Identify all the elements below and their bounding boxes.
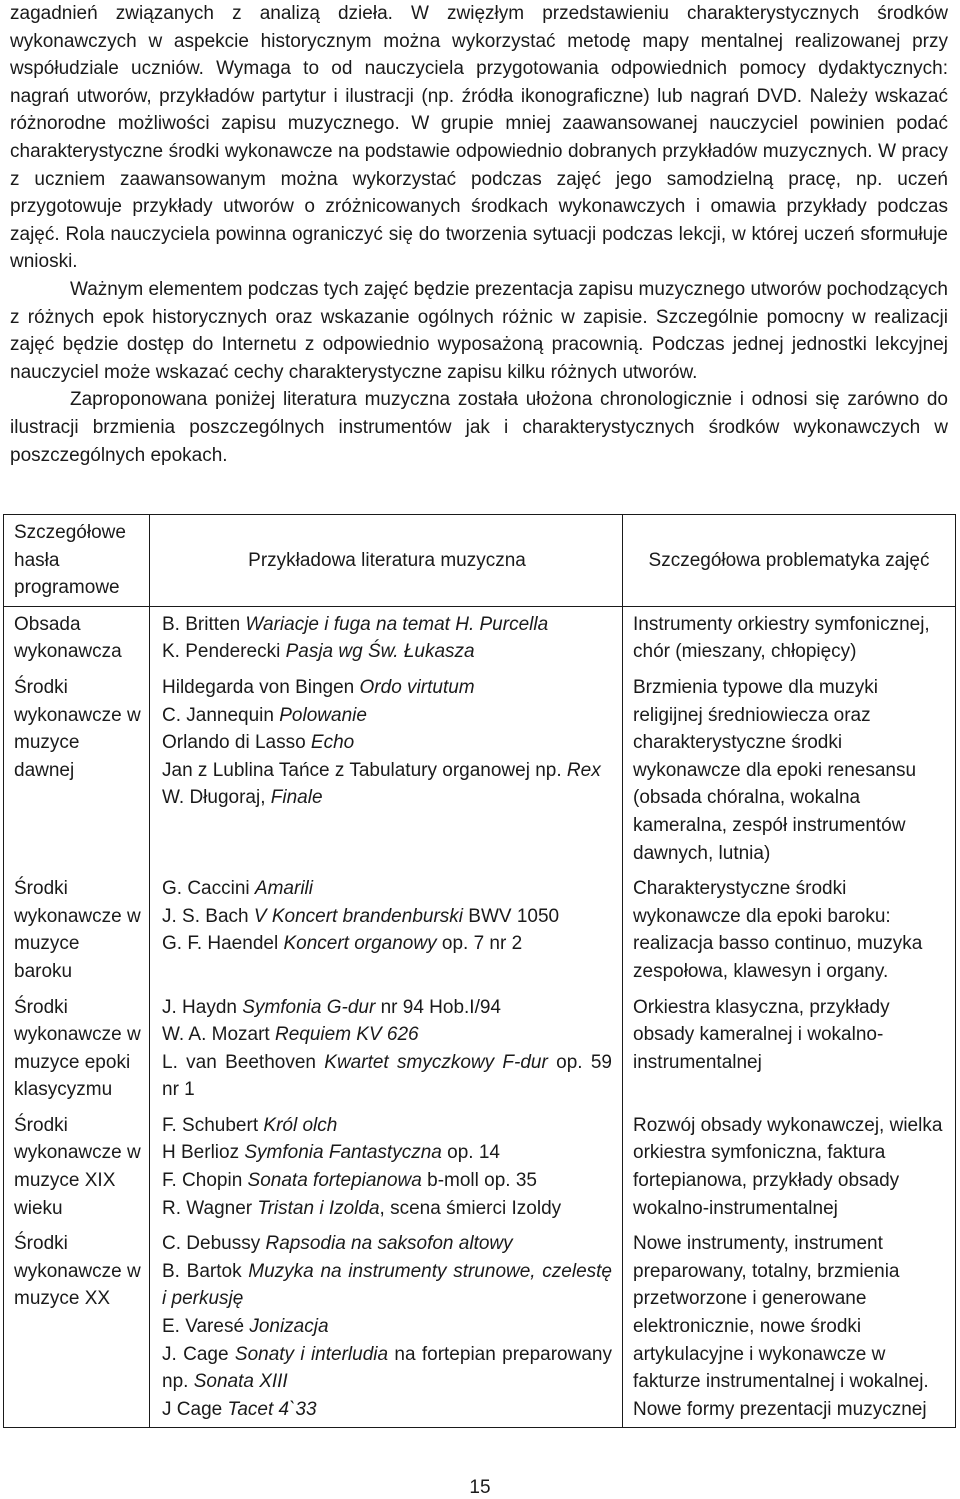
table-row [4, 990, 956, 1108]
topic-cell: Środki wykonawcze w muzyce XX [4, 1226, 150, 1428]
intro-text [10, 0, 948, 469]
literature-item: J. S. Bach V Koncert brandenburski BWV 1050 [162, 905, 560, 927]
literature-item: J. Haydn Symfonia G-dur nr 94 Hob.I/94 [162, 996, 502, 1018]
header-problems: Szczegółowa problematyka zajęć [623, 515, 956, 607]
literature-item: W. Długoraj, Finale [162, 787, 323, 809]
literature-item: L. van Beethoven Kwartet smyczkowy F-dur op. 59 nr 1 [162, 1051, 612, 1101]
problem-cell: Nowe instrumenty, instrument preparowany, totalny, brzmienia przetworzone i generowane elektronicznie, nowe środki artykulacyjne i wykonawcze w fakturze instrumentalnej i wokalnej. Nowe formy prezentacji muzycznej [623, 1226, 956, 1428]
problem-cell: Charakterystyczne środki wykonawcze dla epoki baroku: realizacja basso continuo, muzyka zespołowa, klawesyn i organy. [623, 871, 956, 989]
topic-cell: Środki wykonawcze w muzyce baroku [4, 871, 150, 989]
literature-cell [150, 670, 623, 871]
literature-item: J Cage Tacet 4`33 [162, 1398, 317, 1420]
table-row [4, 1226, 956, 1428]
intro-paragraph-3: Zaproponowana poniżej literatura muzyczna została ułożona chronologicznie i odnosi się zarówno do ilustracji brzmienia poszczególnych instrumentów jak i charakterystycznych środków wykonawczych w poszczególnych epokach. [10, 389, 948, 466]
literature-item: K. Penderecki Pasja wg Św. Łukasza [162, 641, 475, 663]
literature-item: F. Chopin Sonata fortepianowa b-moll op. 35 [162, 1170, 537, 1192]
literature-item: F. Schubert Król olch [162, 1114, 338, 1136]
literature-item: Hildegarda von Bingen Ordo virtutum [162, 676, 475, 698]
literature-item: Jan z Lublina Tańce z Tabulatury organowej np. Rex [162, 759, 601, 781]
topic-cell: Środki wykonawcze w muzyce XIX wieku [4, 1108, 150, 1226]
literature-item: G. Caccini Amarili [162, 878, 313, 900]
literature-item: W. A. Mozart Requiem KV 626 [162, 1024, 419, 1046]
literature-item: B. Britten Wariacje i fuga na temat H. Purcella [162, 613, 549, 635]
literature-item: B. Bartok Muzyka na instrumenty strunowe, czelestę i perkusję [162, 1260, 612, 1310]
table-row [4, 606, 956, 670]
table-row [4, 670, 956, 871]
topic-cell: Obsada wykonawcza [4, 606, 150, 670]
literature-item: C. Jannequin Polowanie [162, 704, 367, 726]
literature-item: J. Cage Sonaty i interludia na fortepian preparowany np. Sonata XIII [162, 1343, 612, 1393]
literature-item: C. Debussy Rapsodia na saksofon altowy [162, 1233, 513, 1255]
topic-cell: Środki wykonawcze w muzyce dawnej [4, 670, 150, 871]
problem-cell: Rozwój obsady wykonawczej, wielka orkiestra symfoniczna, faktura fortepianowa, przykłady obsady wokalno-instrumentalnej [623, 1108, 956, 1226]
literature-item: H Berlioz Symfonia Fantastyczna op. 14 [162, 1142, 500, 1164]
literature-cell [150, 1226, 623, 1428]
literature-cell [150, 990, 623, 1108]
intro-paragraph-1: zagadnień związanych z analizą dzieła. W zwięzłym przedstawieniu charakterystycznych środków wykonawczych w aspekcie historycznym można wykorzystać metodę mapy mentalnej realizowanej przy współudziale uczniów. Wymaga to od nauczyciela przygotowania odpowiednich pomocy dydaktycznych: nagrań utworów, przykładów partytur i ilustracji (np. źródła ikonograficzne) lub nagrań DVD. Należy wskazać różnorodne możliwości zapisu muzycznego. W grupie mniej zaawansowanej nauczyciel powinien podać charakterystyczne środki wykonawcze na podstawie odpowiednio dobranych przykładów muzycznych. W pracy z uczniem zaawansowanym można wykorzystać podczas zajęć jego samodzielną pracę, np. uczeń przygotowuje przykłady utworów o zróżnicowanych środkach wykonawczych i omawia przykłady podczas zajęć. Rola nauczyciela powinna ograniczyć się do tworzenia sytuacji podczas lekcji, w której uczeń sformułuje wnioski. [10, 3, 948, 273]
literature-item: G. F. Haendel Koncert organowy op. 7 nr 2 [162, 933, 523, 955]
literature-cell [150, 606, 623, 670]
literature-item: R. Wagner Tristan i Izolda, scena śmierci Izoldy [162, 1197, 562, 1219]
literature-table [3, 514, 956, 1428]
table-header-row [4, 515, 956, 607]
table-row [4, 871, 956, 989]
header-topics: Szczegółowe hasła programowe [4, 515, 150, 607]
problem-cell: Orkiestra klasyczna, przykłady obsady kameralnej i wokalno-instrumentalnej [623, 990, 956, 1108]
literature-cell [150, 871, 623, 989]
problem-cell: Instrumenty orkiestry symfonicznej, chór (mieszany, chłopięcy) [623, 606, 956, 670]
topic-cell: Środki wykonawcze w muzyce epoki klasycyzmu [4, 990, 150, 1108]
header-literature: Przykładowa literatura muzyczna [150, 515, 623, 607]
problem-cell: Brzmienia typowe dla muzyki religijnej średniowiecza oraz charakterystyczne środki wykonawcze dla epoki renesansu (obsada chóralna, wokalna kameralna, zespół instrumentów dawnych, lutnia) [623, 670, 956, 871]
page-number: 15 [469, 1477, 491, 1498]
intro-paragraph-2: Ważnym elementem podczas tych zajęć będzie prezentacja zapisu muzycznego utworów pochodzących z różnych epok historycznych oraz wskazanie ogólnych różnic w zapisie. Szczególnie pomocny w realizacji zajęć będzie dostęp do Internetu z odpowiednio wyposażoną pracownią. Podczas jednej jednostki lekcyjnej nauczyciel może wskazać cechy charakterystyczne zapisu kilku różnych utworów. [10, 278, 948, 383]
literature-item: E. Varesé Jonizacja [162, 1316, 329, 1338]
literature-item: Orlando di Lasso Echo [162, 732, 355, 754]
literature-cell [150, 1108, 623, 1226]
table-row [4, 1108, 956, 1226]
